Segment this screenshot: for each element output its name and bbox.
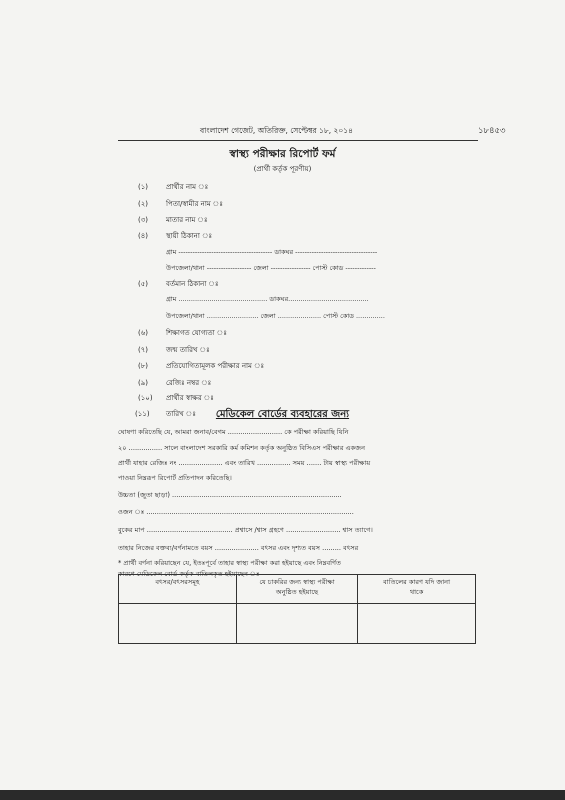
note-line: * প্রার্থী বর্ণনা করিয়াছেন যে, ইতঃপূর্বে তাহার স্বাস্থ্য পরীক্ষা করা হইয়াছে এবং নিম্নবর্ণিত	[118, 559, 341, 567]
weight-line: ওজন ঃ ...................................................................................................	[118, 508, 354, 516]
permanent-address-line: গ্রাম ---------------------------------------- ডাকঘর -----------------------------------	[166, 248, 378, 256]
form-item	[138, 392, 214, 404]
item-label: শিক্ষাগত যোগ্যতা ঃ	[166, 329, 227, 337]
header-rule	[118, 140, 478, 141]
item-number: (৫)	[138, 280, 149, 288]
item-label: পিতা/স্বামীর নাম ঃ	[166, 200, 223, 208]
table-header-year: বৎসর/বৎসরসমূহ	[119, 575, 237, 604]
present-address-line: উপজেলা/থানা ......................... জেলা ..................... পোস্ট কোড ..............	[166, 312, 385, 320]
table-header-row	[119, 575, 476, 604]
form-title: স্বাস্থ্য পরীক্ষার রিপোর্ট ফর্ম	[229, 148, 336, 160]
rejection-history-table	[118, 574, 476, 644]
table-row	[119, 604, 476, 644]
item-number: (১১)	[135, 410, 150, 418]
form-item	[138, 214, 208, 226]
item-number: (৪)	[138, 232, 149, 240]
medical-section-title: মেডিকেল বোর্ডের ব্যবহারের জন্য	[215, 409, 350, 420]
item-number: (৬)	[138, 329, 149, 337]
form-item	[138, 360, 264, 372]
height-line: উচ্চতা (জুতা ছাড়া) .................................................................................	[118, 491, 342, 499]
item-label: জন্ম তারিখ ঃ	[166, 346, 210, 354]
item-number: (৩)	[138, 216, 149, 224]
form-item	[138, 230, 212, 242]
chest-line: বুকের মাপ ......................................... প্রশ্বাসে /শ্বাস গ্রহণে .......................... শ্বাস ত্যাগে।	[118, 526, 373, 534]
item-label: প্রতিযোগিতামূলক পরীক্ষার নাম ঃ	[166, 362, 265, 370]
gazette-header: বাংলাদেশ গেজেট, অতিরিক্ত, সেপ্টেম্বর ১৮, ২০১৪	[200, 126, 354, 135]
declaration-line: পাওয়া নিম্নরূপ রিপোর্ট প্রতিপাদন করিতেছি।	[118, 474, 232, 482]
declaration-line: প্রার্থী যাহার রেজিঃ নং ..................... এবং তারিখ ................ সময় ....... টায় স্বাস্থ্য পরীক্ষায়	[118, 459, 371, 467]
table-cell	[119, 604, 237, 644]
age-line: তাহার নিজের বক্তব্য/বর্ণনামতে বয়স ..................... বৎসর এবং দৃশ্যত বয়স ......... বৎসর	[118, 544, 359, 552]
item-label: মাতার নাম ঃ	[166, 216, 208, 224]
table-header-job: যে চাকরির জন্য স্বাস্থ্য পরীক্ষা অনুষ্ঠিত হইয়াছে	[236, 575, 357, 604]
item-number: (২)	[138, 200, 149, 208]
item-label: প্রার্থীর স্বাক্ষর ঃ	[166, 394, 214, 402]
item-number: (৭)	[138, 346, 149, 354]
table-header-reason: বাতিলের কারণ যদি জানা থাকে	[358, 575, 476, 604]
form-item	[138, 198, 223, 210]
item-number: (৯)	[138, 379, 149, 387]
declaration-line: ঘোষণা করিতেছি যে, আমরা জনাব/বেগম .......................... কে পরীক্ষা করিয়াছি যিনি	[118, 428, 349, 436]
item-label: বর্তমান ঠিকানা ঃ	[166, 280, 219, 288]
item-number: (১)	[138, 183, 149, 191]
page-number: ১৮৪৫৩	[478, 126, 506, 136]
form-item	[138, 327, 227, 339]
present-address-line: গ্রাম ........................................... ডাকঘর.......................................	[166, 295, 369, 303]
item-label: প্রার্থীর নাম ঃ	[166, 183, 209, 191]
form-item	[138, 377, 211, 389]
item-number: (৮)	[138, 362, 149, 370]
item-label: রেজিঃ নম্বর ঃ	[166, 379, 212, 387]
form-subtitle: (প্রার্থী কর্তৃক পূরণীয়)	[253, 165, 312, 173]
form-item	[138, 278, 219, 290]
declaration-line: ২০ ................ সালে বাংলাদেশ সরকারি কর্ম কমিশন কর্তৃক অনুষ্ঠিত বিসিএস পরীক্ষার একজন	[118, 444, 366, 452]
item-label: তারিখ ঃ	[166, 410, 196, 418]
item-label: স্থায়ী ঠিকানা ঃ	[166, 232, 213, 240]
table-cell	[358, 604, 476, 644]
scan-edge	[0, 790, 565, 800]
note-line: কারণে মেডিকেল বোর্ড কর্তৃক বাতিলকৃত হইয়াছেন ঃ	[118, 570, 260, 578]
form-item	[138, 181, 208, 193]
table-cell	[236, 604, 357, 644]
item-number: (১০)	[138, 394, 153, 402]
permanent-address-line: উপজেলা/থানা ------------------- জেলা ----------------- পোস্ট কোড -------------	[166, 264, 376, 272]
form-item	[138, 344, 210, 356]
